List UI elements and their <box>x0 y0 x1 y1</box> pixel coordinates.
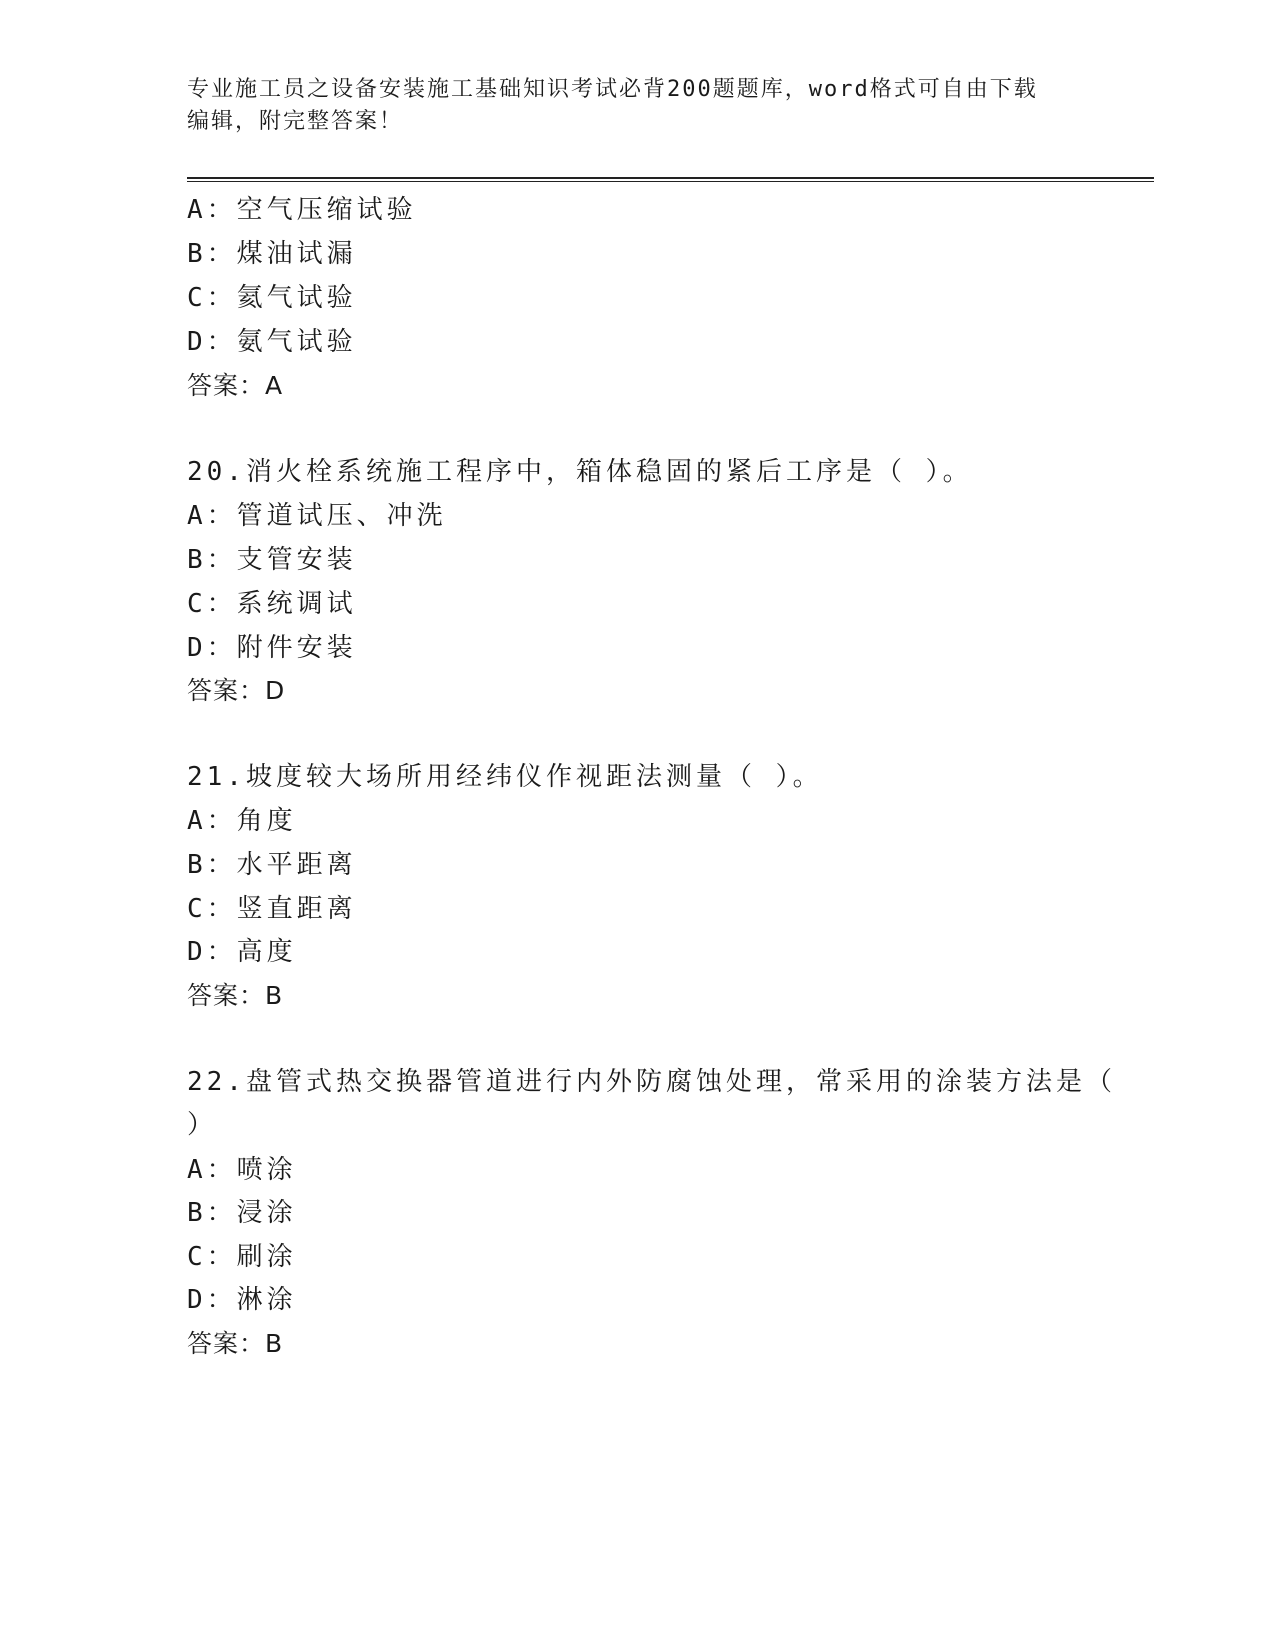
question-stem: 21.坡度较大场所用经纬仪作视距法测量（ ）。 <box>187 762 823 792</box>
option-a: A：角度 <box>187 806 297 836</box>
option-c: C：系统调试 <box>187 589 357 619</box>
option-b: B：水平距离 <box>187 850 357 880</box>
option-a: A：空气压缩试验 <box>187 195 417 225</box>
question-stem: 20.消火栓系统施工程序中，箱体稳固的紧后工序是（ ）。 <box>187 457 973 487</box>
option-d: D：淋涂 <box>187 1285 297 1315</box>
option-b: B：支管安装 <box>187 545 357 575</box>
option-d: D：氨气试验 <box>187 327 357 357</box>
option-c: C：竖直距离 <box>187 894 357 924</box>
option-c: C：氦气试验 <box>187 283 357 313</box>
question-stem-continuation: ） <box>187 1110 218 1140</box>
document-header <box>187 74 1067 138</box>
answer: 答案：B <box>187 1329 284 1358</box>
option-c: C：刷涂 <box>187 1242 297 1272</box>
answer: 答案：D <box>187 676 286 705</box>
header-line-2: 编辑，附完整答案！ <box>187 109 404 134</box>
option-b: B：煤油试漏 <box>187 239 357 269</box>
header-divider <box>187 177 1154 182</box>
question-stem: 22.盘管式热交换器管道进行内外防腐蚀处理，常采用的涂装方法是（ <box>187 1067 1116 1097</box>
option-d: D：附件安装 <box>187 633 357 663</box>
option-b: B：浸涂 <box>187 1198 297 1228</box>
answer: 答案：A <box>187 371 284 400</box>
option-a: A：喷涂 <box>187 1155 297 1185</box>
option-d: D：高度 <box>187 937 297 967</box>
answer: 答案：B <box>187 981 284 1010</box>
option-a: A：管道试压、冲洗 <box>187 501 447 531</box>
header-line-1: 专业施工员之设备安装施工基础知识考试必背200题题库，word格式可自由下载 <box>187 77 1038 102</box>
